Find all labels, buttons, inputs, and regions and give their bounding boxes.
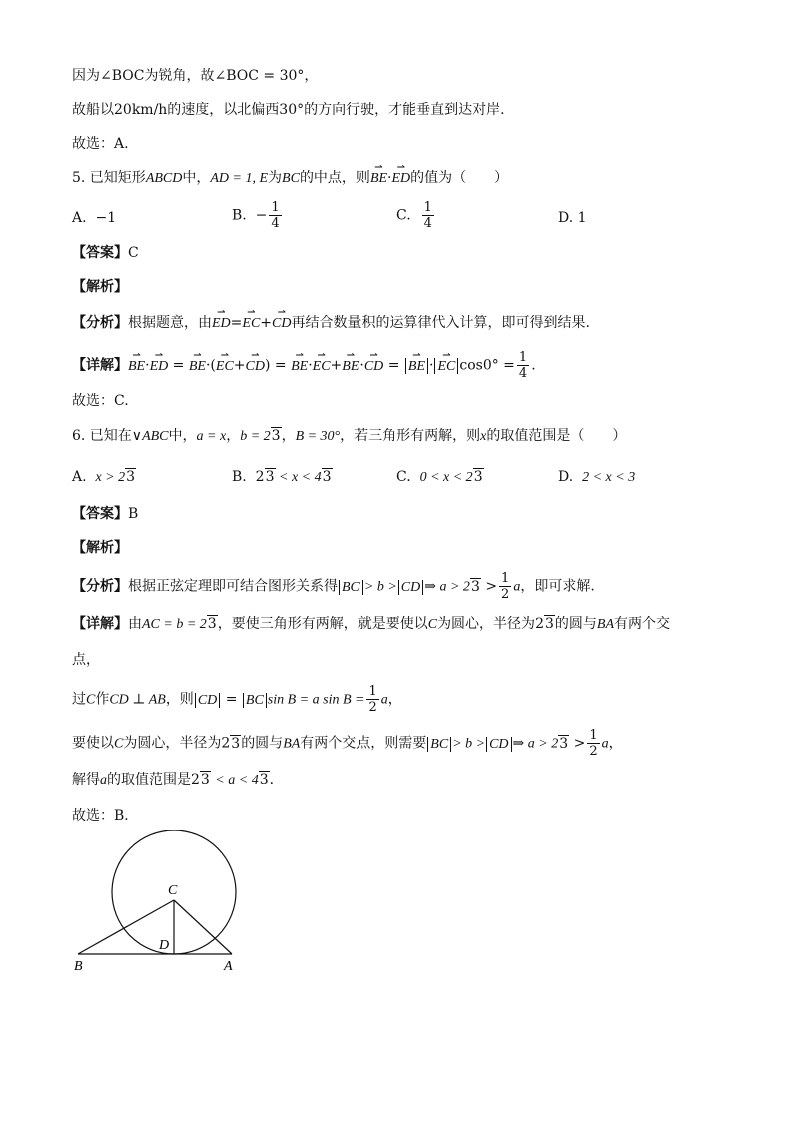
q6-answer: 【答案】B: [72, 506, 139, 522]
q5-option-b: B. − $\frac{1}{4}$: [232, 200, 280, 231]
q5-option-c: C. $\frac{1}{4}$: [396, 200, 432, 231]
q6-xiangjie-cont: 点，: [72, 652, 100, 668]
q6-option-c: C. 0 < x < 23: [396, 469, 483, 485]
q6-xiangjie: 【详解】由AC = b = 23，要使三角形有两解，就是要使以C为圆心，半径为23的圆与BA有两个交: [72, 616, 671, 632]
q5-xiangjie: 【详解】⇀ BE·⇀ ED = ⇀ BE·(⇀ EC+⇀ CD) = ⇀ BE·⇀ EC+⇀ BE·⇀ CD = ⇀ BE ·⇀ EC cos0° = $\frac{1}{4}$ .: [72, 350, 536, 381]
q6-option-b: B. 23 < x < 43: [232, 469, 332, 485]
q5-fenxi: 【分析】根据题意，由⇀ ED=⇀ EC+⇀ CD再结合数量积的运算律代入计算，即可得到结果.: [72, 313, 590, 334]
q5-answer: 【答案】C: [72, 245, 139, 261]
label-b: B: [74, 959, 83, 974]
text-line-3: 故选：A.: [72, 136, 129, 152]
q6-option-d: D. 2 < x < 3: [558, 469, 636, 485]
geometry-figure: [60, 830, 260, 980]
question-5: 5. 已知矩形ABCD中，AD = 1, E为BC的中点，则⇀ BE·⇀ ED的值为（ ）: [72, 168, 508, 189]
q5-guxuan: 故选：C.: [72, 393, 129, 409]
text-line-2: 故船以20km/h的速度，以北偏西30°的方向行驶，才能垂直到达对岸.: [72, 102, 505, 118]
question-6: 6. 已知在∨ABC中，a = x，b = 23，B = 30°，若三角形有两解，则x的取值范围是（ ）: [72, 428, 627, 444]
q5-option-d: D. 1: [558, 210, 587, 226]
q6-option-a: A. x > 23: [72, 469, 136, 485]
label-d: D: [159, 938, 170, 953]
label-a: A: [224, 959, 233, 974]
text-line-1: 因为∠BOC为锐角，故∠BOC = 30°，: [72, 68, 319, 84]
segment-ca: [174, 900, 232, 954]
q6-range-line: 解得a的取值范围是23 < a < 43．: [72, 772, 284, 788]
q5-jiexi: 【解析】: [72, 279, 128, 295]
q6-condition-line: 要使以C为圆心，半径为23的圆与BA有两个交点，则需要 BC > b > CD ⇒ a > 23 > $\frac{1}{2}$ a，: [72, 728, 623, 759]
label-c: C: [168, 883, 178, 898]
q6-fenxi: 【分析】根据正弦定理即可结合图形关系得 BC > b > CD ⇒ a > 23 > $\frac{1}{2}$ a，即可求解.: [72, 571, 595, 602]
q6-jiexi: 【解析】: [72, 540, 128, 556]
q6-perp-line: 过C作CD ⊥ AB，则 CD = BC sin B = a sin B = $\frac{1}{2}$ a，: [72, 684, 402, 715]
q5-option-a: A. −1: [72, 210, 117, 226]
q6-guxuan: 故选：B．: [72, 808, 139, 824]
